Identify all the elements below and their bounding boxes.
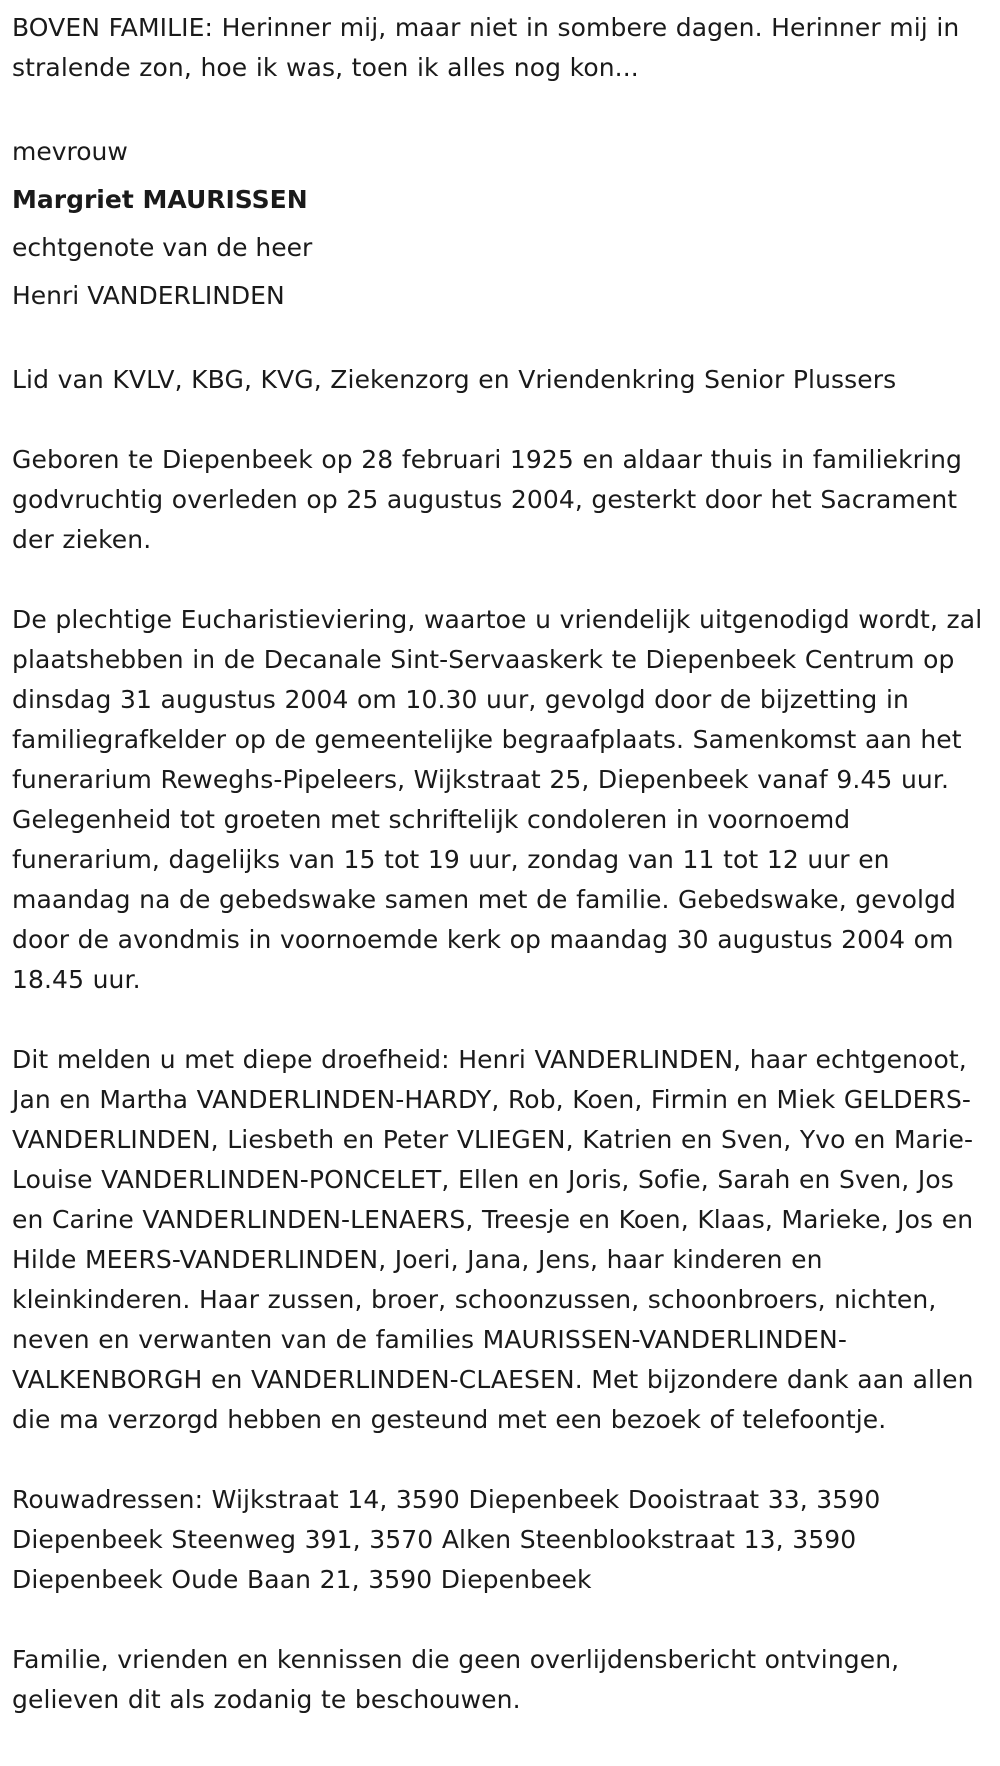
deceased-title: mevrouw bbox=[12, 137, 128, 166]
memberships-paragraph: Lid van KVLV, KBG, KVG, Ziekenzorg en Vriendenkring Senior Plussers bbox=[12, 365, 897, 394]
addresses-paragraph: Rouwadressen: Wijkstraat 14, 3590 Diepenbeek Dooistraat 33, 3590 Diepenbeek Steenweg 391, 3570 Alken Steenblookstraat 13, 3590 Diepenbeek Oude Baan 21, 3590 Diepenbeek bbox=[12, 1485, 881, 1594]
family-paragraph: Dit melden u met diepe droefheid: Henri VANDERLINDEN, haar echtgenoot, Jan en Martha VANDERLINDEN-HARDY, Rob, Koen, Firmin en Miek GELDERS-VANDERLINDEN, Liesbeth en Peter VLIEGEN, Katrien en Sven, Yvo en Marie-Louise VANDERLINDEN-PONCELET, Ellen en Joris, Sofie, Sarah en Sven, Jos en Carine VANDERLINDEN-LENAERS, Treesje en Koen, Klaas, Marieke, Jos en Hilde MEERS-VANDERLINDEN, Joeri, Jana, Jens, haar kinderen en kleinkinderen. Haar zussen, broer, schoonzussen, schoonbroers, nichten, neven en verwanten van de families MAURISSEN-VANDERLINDEN-VALKENBORGH en VANDERLINDEN-CLAESEN. Met bijzondere dank aan allen die ma verzorgd hebben en gesteund met een bezoek of telefoontje. bbox=[12, 1045, 974, 1434]
spouse-name: Henri VANDERLINDEN bbox=[12, 281, 285, 310]
intro-verse: BOVEN FAMILIE: Herinner mij, maar niet in sombere dagen. Herinner mij in stralende zon, hoe ik was, toen ik alles nog kon... bbox=[12, 13, 960, 82]
deceased-block bbox=[12, 128, 988, 320]
deceased-relation: echtgenote van de heer bbox=[12, 233, 313, 262]
birth-death-paragraph: Geboren te Diepenbeek op 28 februari 1925 en aldaar thuis in familiekring godvruchtig overleden op 25 augustus 2004, gesterkt door het Sacrament der zieken. bbox=[12, 445, 963, 554]
ceremony-paragraph: De plechtige Eucharistieviering, waartoe u vriendelijk uitgenodigd wordt, zal plaatshebben in de Decanale Sint-Servaaskerk te Diepenbeek Centrum op dinsdag 31 augustus 2004 om 10.30 uur, gevolgd door de bijzetting in familiegrafkelder op de gemeentelijke begraafplaats. Samenkomst aan het funerarium Reweghs-Pipeleers, Wijkstraat 25, Diepenbeek vanaf 9.45 uur. Gelegenheid tot groeten met schriftelijk condoleren in voornoemd funerarium, dagelijks van 15 tot 19 uur, zondag van 11 tot 12 uur en maandag na de gebedswake samen met de familie. Gebedswake, gevolgd door de avondmis in voornoemde kerk op maandag 30 augustus 2004 om 18.45 uur. bbox=[12, 605, 983, 994]
deceased-name: Margriet MAURISSEN bbox=[12, 185, 308, 214]
closing-paragraph: Familie, vrienden en kennissen die geen overlijdensbericht ontvingen, gelieven dit als zodanig te beschouwen. bbox=[12, 1645, 900, 1714]
